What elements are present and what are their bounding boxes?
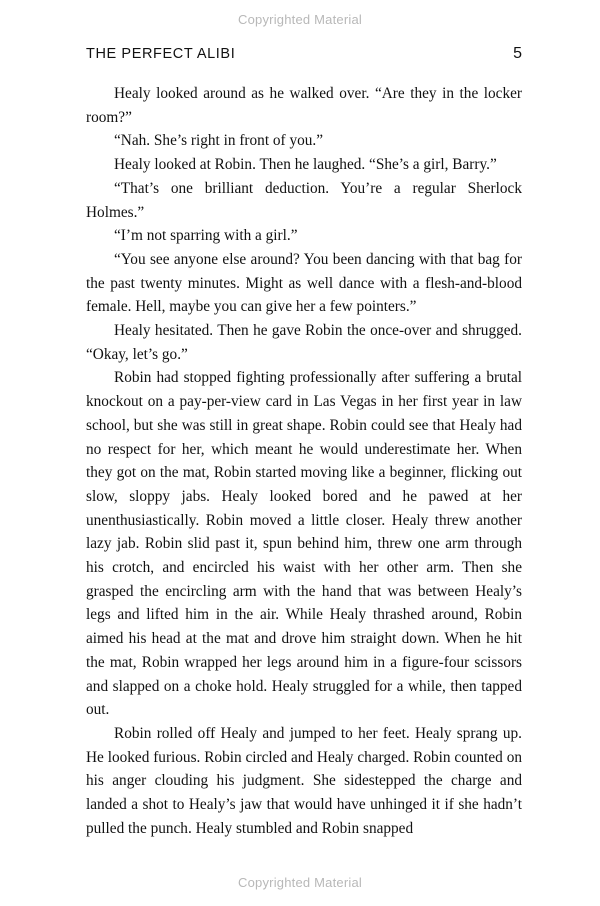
paragraph: “That’s one brilliant deduction. You’re a regular Sherlock Holmes.” [86,179,522,221]
running-header [86,46,522,68]
paragraph: Robin had stopped fighting professionally after suffering a brutal knockout on a pay-per-view card in Las Vegas in her first year in law school, but she was still in great shape. Robin could see that Healy had no respect for her, which meant he would underestimate her. When they got on the mat, Robin started moving like a beginner, flicking out slow, sloppy jabs. Healy looked bored and he pawed at her unenthusiastically. Robin moved a little closer. Healy threw another lazy jab. Robin slid past it, spun behind him, threw one arm through his crotch, and encircled his waist with her other arm. Then she grasped the encircling arm with the hand that was between Healy’s legs and lifted him in the air. While Healy thrashed around, Robin aimed his head at the mat and drove him straight down. When he hit the mat, Robin wrapped her legs around him in a figure-four scissors and slapped on a choke hold. Healy struggled for a while, then tapped out. [86,369,522,719]
paragraph: Healy hesitated. Then he gave Robin the once-over and shrugged. “Okay, let’s go.” [86,322,522,363]
paragraph: Healy looked at Robin. Then he laughed. “She’s a girl, Barry.” [114,156,497,174]
paragraph: “Nah. She’s right in front of you.” [114,132,324,150]
book-title: THE PERFECT ALIBI [86,46,236,62]
copyright-watermark-bottom: Copyrighted Material [238,875,362,890]
paragraph: “I’m not sparring with a girl.” [114,227,298,245]
body-text [86,82,522,841]
page-number: 5 [513,45,522,62]
paragraph: “You see anyone else around? You been dancing with that bag for the past twenty minutes. Might as well dance with a flesh-and-blood female. Hell, maybe you can give her a few pointers.” [86,250,522,316]
paragraph: Healy looked around as he walked over. “Are they in the locker room?” [86,85,522,126]
paragraph: Robin rolled off Healy and jumped to her feet. Healy sprang up. He looked furious. Robin circled and Healy charged. Robin counted on his anger clouding his judgment. She sidestepped the charge and landed a shot to Healy’s jaw that would have unhinged it if she hadn’t pulled the punch. Healy stumbled and Robin snapped [86,724,522,837]
copyright-watermark-top: Copyrighted Material [238,12,362,27]
